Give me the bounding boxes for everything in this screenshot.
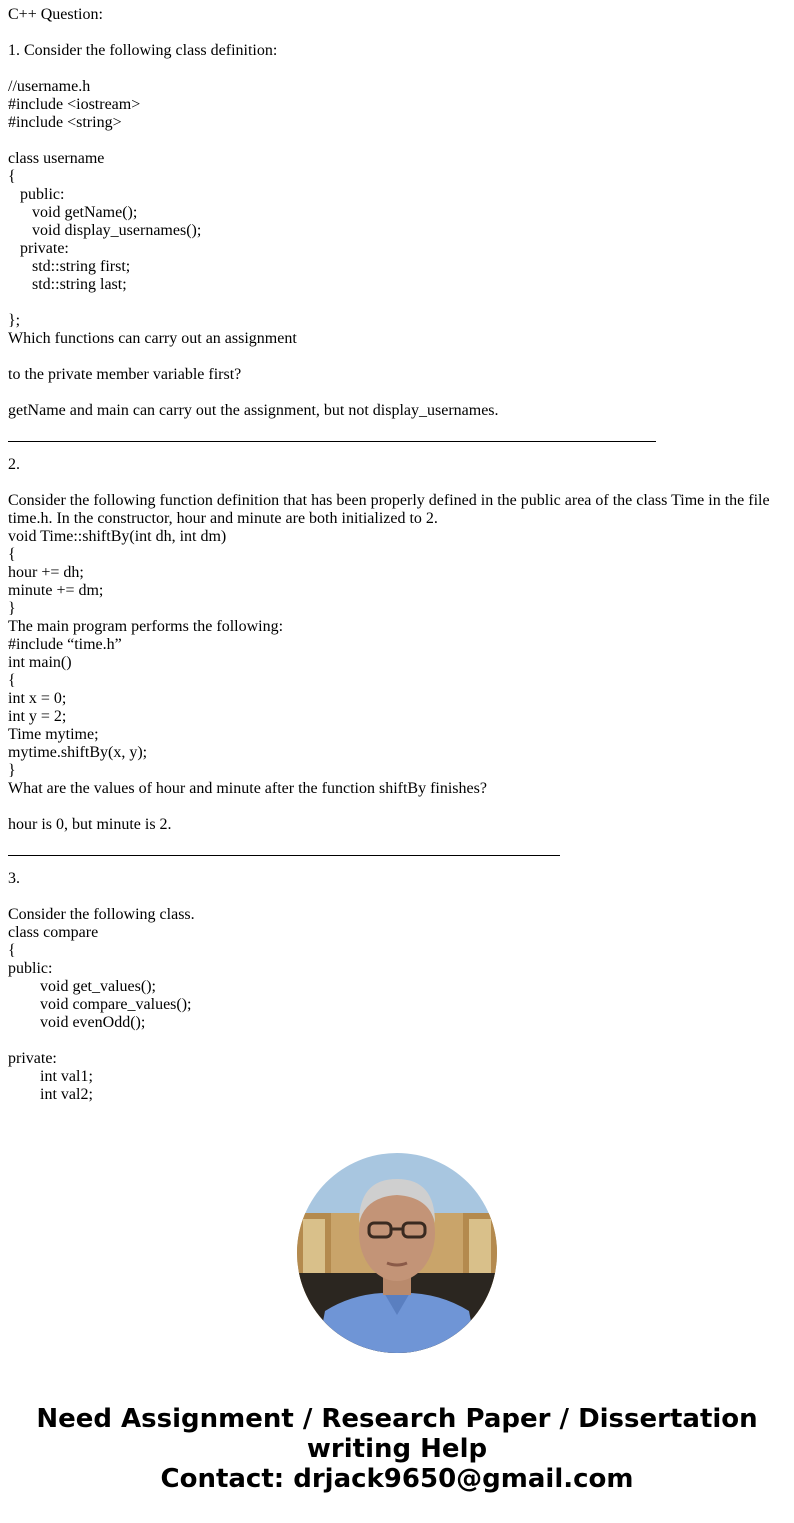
code-line: { [8, 546, 16, 563]
code-line: void evenOdd(); [8, 1014, 146, 1031]
banner-line-2: writing Help [306, 1434, 488, 1464]
code-line: { [8, 672, 16, 689]
code-line: { [8, 942, 16, 959]
code-line: public: [8, 960, 53, 977]
banner-line-1: Need Assignment / Research Paper / Dissertation [36, 1404, 758, 1434]
code-line: int val2; [8, 1086, 93, 1103]
code-line: void display_usernames(); [8, 222, 202, 239]
code-line: int val1; [8, 1068, 93, 1085]
code-line: #include <string> [8, 114, 122, 131]
divider-1 [8, 441, 656, 442]
code-line: int y = 2; [8, 708, 67, 725]
code-line: std::string last; [8, 276, 127, 293]
q2-function-code [8, 528, 786, 618]
q2-number: 2. [8, 456, 20, 473]
code-line [8, 132, 786, 150]
code-line [8, 1032, 786, 1050]
code-line: } [8, 762, 16, 779]
code-line: void getName(); [8, 204, 138, 221]
code-line: //username.h [8, 78, 91, 95]
code-line: public: [8, 186, 65, 203]
code-line: int x = 0; [8, 690, 67, 707]
q2-main-intro: The main program performs the following: [8, 618, 284, 635]
code-line [8, 294, 786, 312]
portrait-illustration [297, 1153, 497, 1353]
code-line: hour += dh; [8, 564, 84, 581]
code-line: void Time::shiftBy(int dh, int dm) [8, 528, 227, 545]
code-line: Time mytime; [8, 726, 99, 743]
code-line: }; [8, 312, 21, 329]
code-line: private: [8, 1050, 57, 1067]
code-line: std::string first; [8, 258, 131, 275]
banner-contact-email: Contact: drjack9650@gmail.com [160, 1464, 634, 1494]
q2-main-code [8, 636, 786, 780]
q1-code-block [8, 78, 786, 330]
q1-question-line-2: to the private member variable first? [8, 366, 242, 383]
author-photo [297, 1153, 497, 1353]
q2-question: What are the values of hour and minute after the function shiftBy finishes? [8, 780, 487, 797]
document-body [8, 6, 786, 1104]
code-line: mytime.shiftBy(x, y); [8, 744, 148, 761]
code-line: private: [8, 240, 69, 257]
q1-intro: 1. Consider the following class definition: [8, 42, 278, 59]
q1-answer: getName and main can carry out the assignment, but not display_usernames. [8, 402, 499, 419]
code-line: int main() [8, 654, 72, 671]
code-line: class compare [8, 924, 99, 941]
q2-intro: Consider the following function definition that has been properly defined in the public area of the class Time in the file time.h. In the constructor, hour and minute are both initialized to 2. [8, 492, 770, 527]
code-line: class username [8, 150, 105, 167]
q3-intro: Consider the following class. [8, 906, 195, 923]
code-line: #include “time.h” [8, 636, 122, 653]
q3-code-block [8, 924, 786, 1104]
page-heading: C++ Question: [8, 6, 103, 23]
code-line: void compare_values(); [8, 996, 192, 1013]
contact-banner [0, 1404, 794, 1494]
code-line: } [8, 600, 16, 617]
q1-question-line-1: Which functions can carry out an assignment [8, 330, 297, 347]
code-line: #include <iostream> [8, 96, 141, 113]
code-line: { [8, 168, 16, 185]
divider-2 [8, 855, 560, 856]
code-line: minute += dm; [8, 582, 104, 599]
q3-number: 3. [8, 870, 20, 887]
code-line: void get_values(); [8, 978, 156, 995]
q2-answer: hour is 0, but minute is 2. [8, 816, 172, 833]
